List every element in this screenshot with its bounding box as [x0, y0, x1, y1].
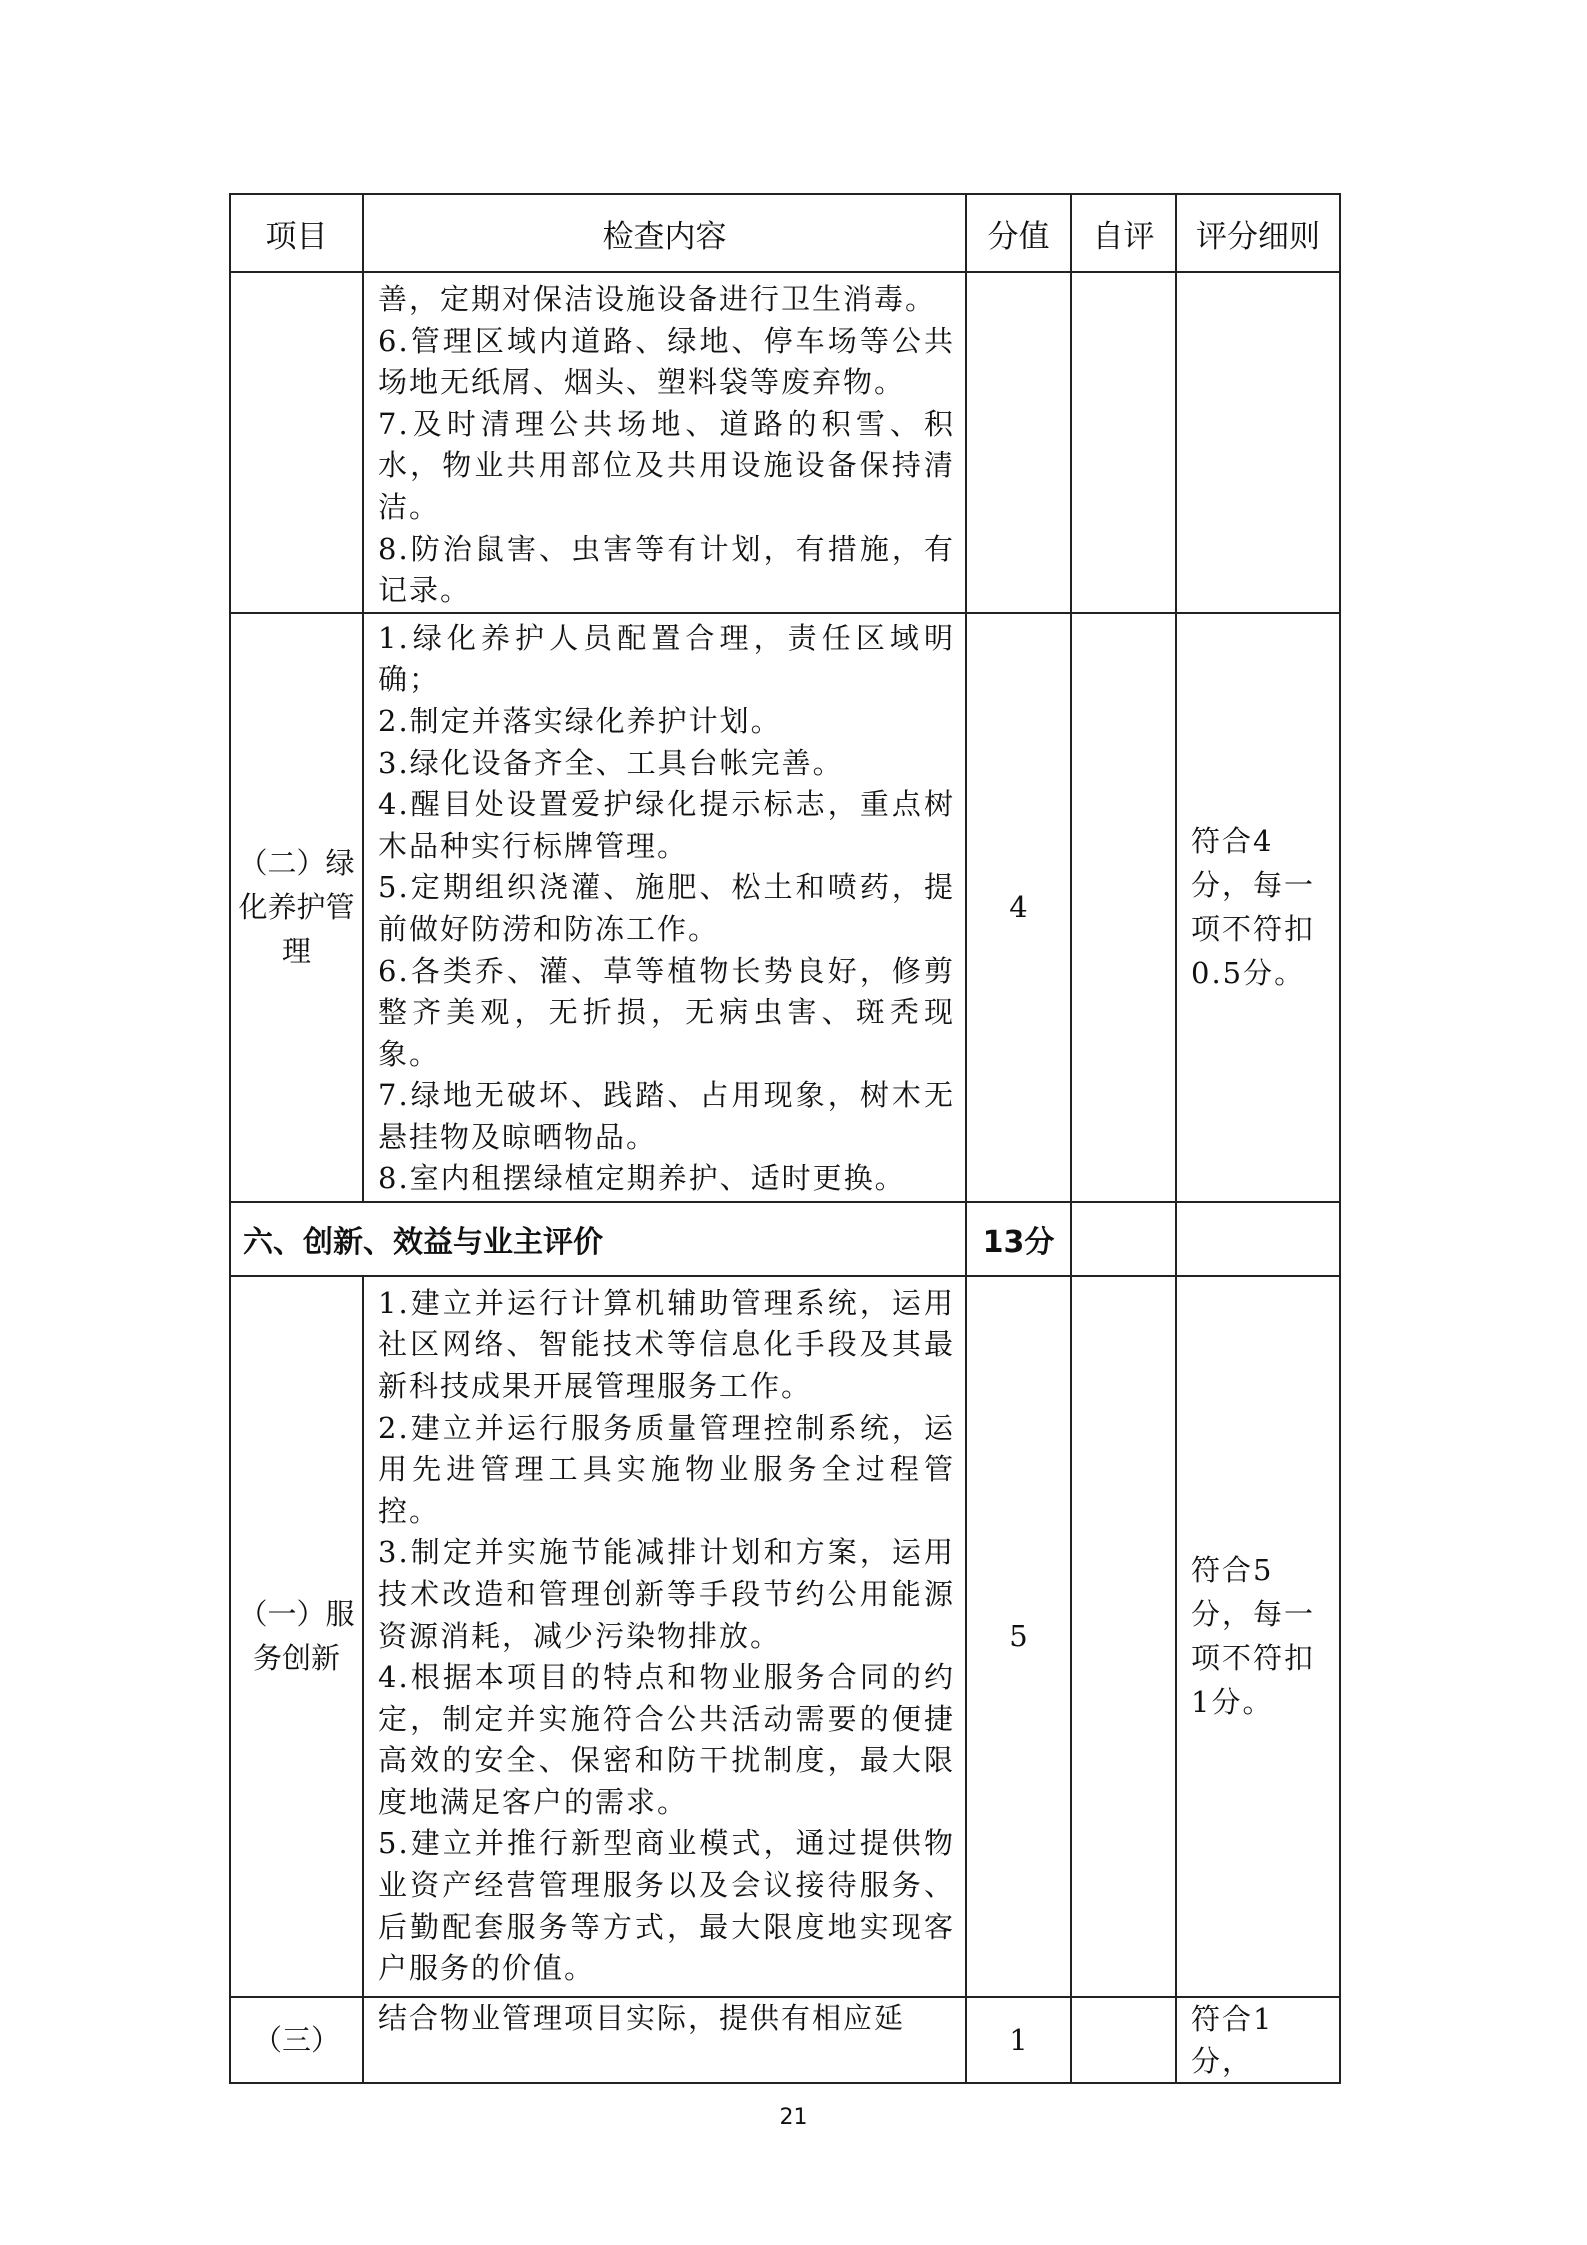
content-line: 8.室内租摆绿植定期养护、适时更换。 — [378, 1161, 906, 1196]
row-rule: 符合5分，每一项不符扣1分。 — [1176, 1276, 1340, 1997]
row-score: 5 — [966, 1276, 1071, 1997]
row-content — [363, 272, 966, 613]
row-item — [230, 272, 363, 613]
content-line: 2.制定并落实绿化养护计划。 — [378, 703, 782, 738]
content-line: 3.绿化设备齐全、工具台帐完善。 — [378, 745, 844, 780]
content-line: 结合物业管理项目实际，提供有相应延 — [378, 2000, 906, 2035]
content-line: 1.建立并运行计算机辅助管理系统，运用社区网络、智能技术等信息化手段及其最新科技成果开展管理服务工作。 — [378, 1285, 955, 1403]
content-line: 4.根据本项目的特点和物业服务合同的约定，制定并实施符合公共活动需要的便捷高效的安全、保密和防干扰制度，最大限度地满足客户的需求。 — [378, 1660, 955, 1819]
table-header-row — [230, 194, 1340, 272]
content-line: 善，定期对保洁设施设备进行卫生消毒。 — [378, 282, 937, 316]
row-content — [363, 1276, 966, 1997]
header-item: 项目 — [230, 194, 363, 272]
evaluation-table — [229, 193, 1341, 2084]
row-self-eval — [1071, 1997, 1176, 2083]
row-score: 4 — [966, 613, 1071, 1202]
section-self-eval — [1071, 1202, 1176, 1276]
row-content — [363, 1997, 966, 2083]
header-score: 分值 — [966, 194, 1071, 272]
row-self-eval — [1071, 272, 1176, 613]
row-rule — [1176, 272, 1340, 613]
header-rule: 评分细则 — [1176, 194, 1340, 272]
header-content: 检查内容 — [363, 194, 966, 272]
content-line: 8.防治鼠害、虫害等有计划，有措施，有记录。 — [378, 531, 955, 608]
row-rule: 符合1分， — [1176, 1997, 1340, 2083]
content-line: 5.建立并推行新型商业模式，通过提供物业资产经营管理服务以及会议接待服务、后勤配套服务等方式，最大限度地实现客户服务的价值。 — [378, 1826, 955, 1986]
row-score — [966, 272, 1071, 613]
row-self-eval — [1071, 613, 1176, 1202]
content-line: 1.绿化养护人员配置合理，责任区域明确； — [378, 620, 955, 697]
row-item-greening: （二）绿化养护管理 — [230, 613, 363, 1202]
section-score: 13分 — [966, 1202, 1071, 1276]
content-line: 3.制定并实施节能减排计划和方案，运用技术改造和管理创新等手段节约公用能源资源消耗，减少污染物排放。 — [378, 1535, 955, 1653]
page-number: 21 — [779, 2105, 808, 2130]
row-rule: 符合4分，每一项不符扣0.5分。 — [1176, 613, 1340, 1202]
row-content — [363, 613, 966, 1202]
content-line: 7.及时清理公共场地、道路的积雪、积水，物业共用部位及共用设施设备保持清洁。 — [378, 406, 955, 524]
content-line: 2.建立并运行服务质量管理控制系统，运用先进管理工具实施物业服务全过程管控。 — [378, 1410, 955, 1528]
table-row — [230, 613, 1340, 1202]
row-item-innovation: （一）服务创新 — [230, 1276, 363, 1997]
section-title: 六、创新、效益与业主评价 — [230, 1202, 966, 1276]
table-row — [230, 1997, 1340, 2083]
header-self-eval: 自评 — [1071, 194, 1176, 272]
content-line: 7.绿地无破坏、践踏、占用现象，树木无悬挂物及晾晒物品。 — [378, 1078, 955, 1154]
content-line: 4.醒目处设置爱护绿化提示标志，重点树木品种实行标牌管理。 — [378, 787, 955, 863]
table-row — [230, 272, 1340, 613]
row-item: （三） — [230, 1997, 363, 2083]
content-line: 5.定期组织浇灌、施肥、松土和喷药，提前做好防涝和防冻工作。 — [378, 870, 955, 946]
row-score: 1 — [966, 1997, 1071, 2083]
section-rule — [1176, 1202, 1340, 1276]
content-line: 6.各类乔、灌、草等植物长势良好，修剪整齐美观，无折损，无病虫害、斑秃现象。 — [378, 953, 955, 1071]
table-row — [230, 1276, 1340, 1997]
content-line: 6.管理区域内道路、绿地、停车场等公共场地无纸屑、烟头、塑料袋等废弃物。 — [378, 323, 955, 400]
section-row — [230, 1202, 1340, 1276]
row-self-eval — [1071, 1276, 1176, 1997]
